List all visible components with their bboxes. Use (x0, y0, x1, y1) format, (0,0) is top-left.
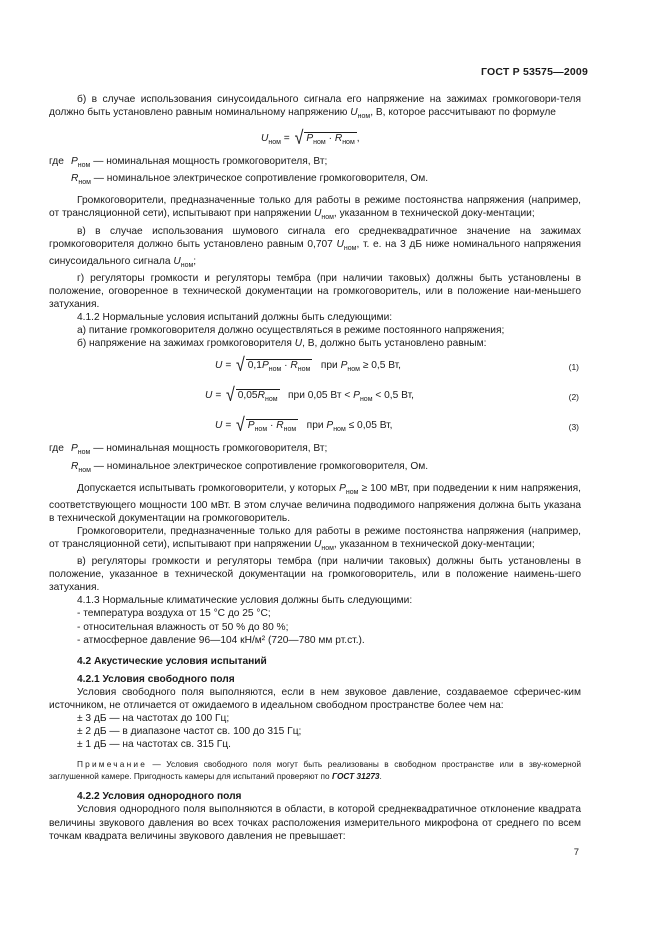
allowed-para: Допускается испытывать громкоговорители, у которых $P_{ном} \ge 100$ мВт, при подведении к ним напряжения, соответствующего мощности 100 мВт. В этом случае величина подводимого напряжения должна быть указана в технической документации на громкоговоритель. (49, 482, 581, 524)
where-rnom: $R_{ном}$ — номинальное электрическое сопротивление громкоговорителя, Ом. (71, 173, 429, 187)
sqrt-sign: √ (294, 128, 304, 149)
section-4-1-3: 4.1.3 Нормальные климатические условия должны быть следующими: (77, 595, 413, 607)
where-pnom-2: где $P_{ном}$ — номинальная мощность громкоговорителя, Вт; (49, 443, 328, 457)
item-v-tone: в) регуляторы громкости и регуляторы тембра (при наличии таковых) должны быть установлены в положение, указанное в технической документации на громкоговоритель, или в положение наимень-шего затухания. (49, 556, 581, 594)
standard-header: ГОСТ Р 53575—2009 (480, 66, 588, 78)
free-field-para: Условия свободного поля выполняются, если в нем звуковое давление, создаваемое сферичес-ким источником, не отличается от ожидаемого в идеальном свободном пространстве более чем на: (49, 686, 581, 711)
item-b-sine: б) в случае использования синусоидального сигнала его напряжение на зажимах громкоговори-теля должно быть установлено равным номинальному напряжению $U_{ном}$, В, которое рассчитывают по формуле (49, 94, 581, 121)
formula-3: U = √ $P_{ном} \cdot R_{ном}$ при $P_{ном} \le 0,05$ Вт, (3) (215, 415, 579, 437)
where-rnom-2: $R_{ном}$ — номинальное электрическое сопротивление громкоговорителя, Ом. (71, 460, 429, 474)
page-body (49, 93, 581, 843)
item-b-voltage: б) напряжение на зажимах громкоговорителя U, В, должно быть установлено равным: (77, 338, 487, 350)
formula-unom: $U_{ном}$ = √ $P_{ном} \cdot R_{ном}$ , (261, 128, 360, 149)
const-voltage-para: Громкоговорители, предназначенные только для работы в режиме постоянства напряжения (например, от трансляционной сети), испытывают при напряжении $U_{ном}$, указанном в технической доку-ментации; (49, 195, 581, 222)
formula-2: U = √ $0,05R_{ном}$ при 0,05 Вт < $P_{ном} < 0,5$ Вт, (2) (205, 385, 579, 407)
tolerance-item: ± 3 дБ — на частотах до 100 Гц; (77, 713, 230, 725)
uniform-field-para: Условия однородного поля выполняются в области, в которой среднеквадратичное отклонение квадрата величины звукового давления во всех точках расположения измерительного микрофона от среднего по всем точкам квадрата величины звукового давления не превышает: (49, 804, 581, 842)
tolerance-item: ± 2 дБ — в диапазоне частот св. 100 до 315 Гц; (77, 726, 302, 738)
formula-1: U = √ $0,1P_{ном} \cdot R_{ном}$ при $P_{ном} \ge 0,5$ Вт, (1) (215, 355, 579, 377)
section-4-2-2-title: 4.2.2 Условия однородного поля (77, 791, 242, 803)
const-voltage-para-2: Громкоговорители, предназначенные только для работы в режиме постоянства напряжения (например, от трансляционной сети), испытывают при напряжении $U_{ном}$, указанном в технической доку-ментации; (49, 525, 581, 552)
climate-item: - относительная влажность от 50 % до 80 %; (77, 621, 289, 633)
section-4-1-2: 4.1.2 Нормальные условия испытаний должны быть следующими: (77, 312, 393, 324)
item-g-tone: г) регуляторы громкости и регуляторы тембра (при наличии таковых) должны быть установлены в положение, оговоренное в технической документации на громкоговоритель, или в положение наи-меньшего затухания. (49, 272, 581, 311)
formula-number: (1) (568, 362, 579, 373)
item-v-noise: в) в случае использования шумового сигнала его среднеквадратичное значение на зажимах громкоговорителя должно быть установлено равным 0,707 $U_{ном}$, т. е. на 3 дБ ниже номинального напряжения синусоидального сигнала $U_{ном}$; (49, 225, 582, 269)
climate-item: - температура воздуха от 15 °С до 25 °С; (77, 608, 271, 620)
climate-item: - атмосферное давление 96—104 кН/м² (720—780 мм рт.ст.). (77, 634, 365, 646)
page-number: 7 (573, 847, 579, 858)
tolerance-item: ± 1 дБ — на частотах св. 315 Гц. (77, 739, 231, 751)
item-a-supply: а) питание громкоговорителя должно осуществляться в режиме постоянного напряжения; (77, 325, 505, 337)
formula-number: (2) (568, 392, 579, 403)
note: Примечание — Условия свободного поля могут быть реализованы в свободном пространстве или в зву-комерной заглушенной камере. Пригодность камеры для испытаний проверяют по ГОСТ 31273. (49, 759, 581, 781)
section-4-2-1-title: 4.2.1 Условия свободного поля (77, 673, 235, 685)
section-4-2-title: 4.2 Акустические условия испытаний (77, 655, 267, 667)
where-pnom: где $P_{ном}$ — номинальная мощность громкоговорителя, Вт; (49, 156, 328, 170)
formula-number: (3) (568, 422, 579, 433)
